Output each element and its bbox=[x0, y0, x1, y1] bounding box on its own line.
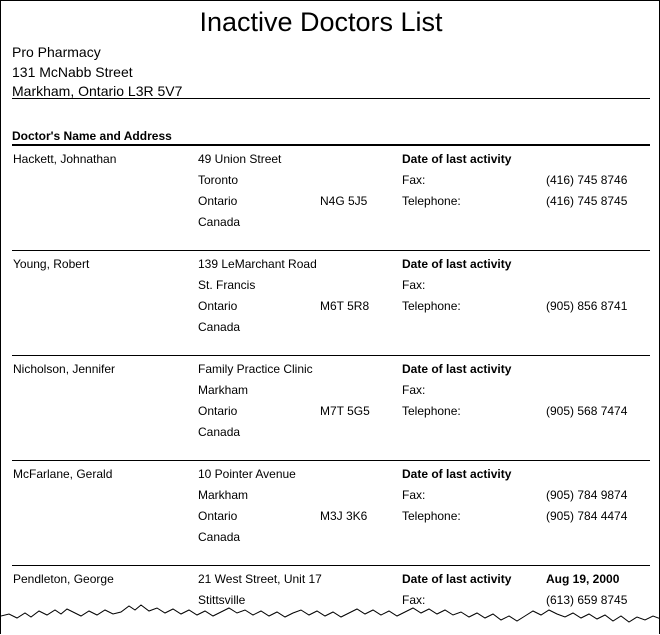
doctor-address: 10 Pointer Avenue bbox=[198, 467, 296, 481]
last-activity-label: Date of last activity bbox=[402, 152, 512, 166]
doctor-name: Pendleton, George bbox=[13, 572, 114, 586]
fax-label: Fax: bbox=[402, 593, 426, 607]
fax-label: Fax: bbox=[402, 278, 426, 292]
doctor-record bbox=[1, 146, 660, 251]
doctor-postal: M6T 5R8 bbox=[320, 299, 370, 313]
doctor-country: Canada bbox=[198, 320, 241, 334]
doctor-postal: M7T 5G5 bbox=[320, 404, 370, 418]
doctor-city: Markham bbox=[198, 488, 249, 502]
telephone-label: Telephone: bbox=[402, 404, 461, 418]
doctor-postal: N4G 5J5 bbox=[320, 194, 368, 208]
last-activity-label: Date of last activity bbox=[402, 362, 512, 376]
fax-value: (905) 784 9874 bbox=[546, 488, 628, 502]
doctor-country: Canada bbox=[198, 530, 241, 544]
doctor-records bbox=[1, 146, 660, 634]
telephone-value: (416) 745 8745 bbox=[546, 194, 628, 208]
telephone-value: (905) 856 8741 bbox=[546, 299, 628, 313]
doctor-province: Ontario bbox=[198, 299, 238, 313]
doctor-address: 49 Union Street bbox=[198, 152, 282, 166]
pharmacy-street: 131 McNabb Street bbox=[12, 63, 133, 80]
fax-value: (613) 659 8745 bbox=[546, 593, 628, 607]
pharmacy-city: Markham, Ontario L3R 5V7 bbox=[12, 83, 183, 99]
last-activity-label: Date of last activity bbox=[402, 257, 512, 271]
doctor-country: Canada bbox=[198, 425, 241, 439]
doctor-name: Young, Robert bbox=[13, 257, 90, 271]
telephone-value: (905) 784 4474 bbox=[546, 509, 628, 523]
doctor-postal: M3J 3K6 bbox=[320, 509, 368, 523]
torn-page-edge bbox=[1, 596, 660, 634]
pharmacy-address-block bbox=[12, 43, 182, 102]
doctor-city: Toronto bbox=[198, 173, 239, 187]
doctor-province: Ontario bbox=[198, 509, 238, 523]
fax-label: Fax: bbox=[402, 383, 426, 397]
doctor-province: Ontario bbox=[198, 404, 238, 418]
fax-label: Fax: bbox=[402, 488, 426, 502]
doctor-address: 139 LeMarchant Road bbox=[198, 257, 317, 271]
doctor-province: Ontario bbox=[198, 194, 238, 208]
report-title: Inactive Doctors List bbox=[199, 7, 443, 37]
doctor-address: 21 West Street, Unit 17 bbox=[198, 572, 322, 586]
last-activity-label: Date of last activity bbox=[402, 467, 512, 481]
doctor-record bbox=[1, 356, 660, 461]
doctor-name: Hackett, Johnathan bbox=[13, 152, 117, 166]
telephone-label: Telephone: bbox=[402, 194, 461, 208]
doctor-record bbox=[1, 461, 660, 566]
telephone-label: Telephone: bbox=[402, 509, 461, 523]
doctor-name: Nicholson, Jennifer bbox=[13, 362, 116, 376]
telephone-value: (905) 568 7474 bbox=[546, 404, 628, 418]
fax-label: Fax: bbox=[402, 173, 426, 187]
last-activity-date: Aug 19, 2000 bbox=[546, 572, 620, 586]
pharmacy-name: Pro Pharmacy bbox=[12, 44, 101, 60]
doctor-name: McFarlane, Gerald bbox=[13, 467, 113, 481]
header-divider bbox=[12, 98, 650, 99]
telephone-label: Telephone: bbox=[402, 299, 461, 313]
doctor-country: Canada bbox=[198, 215, 241, 229]
last-activity-label: Date of last activity bbox=[402, 572, 512, 586]
doctor-city: Markham bbox=[198, 383, 249, 397]
doctor-city: Stittsville bbox=[198, 593, 246, 607]
section-header: Doctor's Name and Address bbox=[12, 129, 172, 143]
doctor-address: Family Practice Clinic bbox=[198, 362, 313, 376]
doctor-record bbox=[1, 251, 660, 356]
fax-value: (416) 745 8746 bbox=[546, 173, 628, 187]
doctor-city: St. Francis bbox=[198, 278, 256, 292]
